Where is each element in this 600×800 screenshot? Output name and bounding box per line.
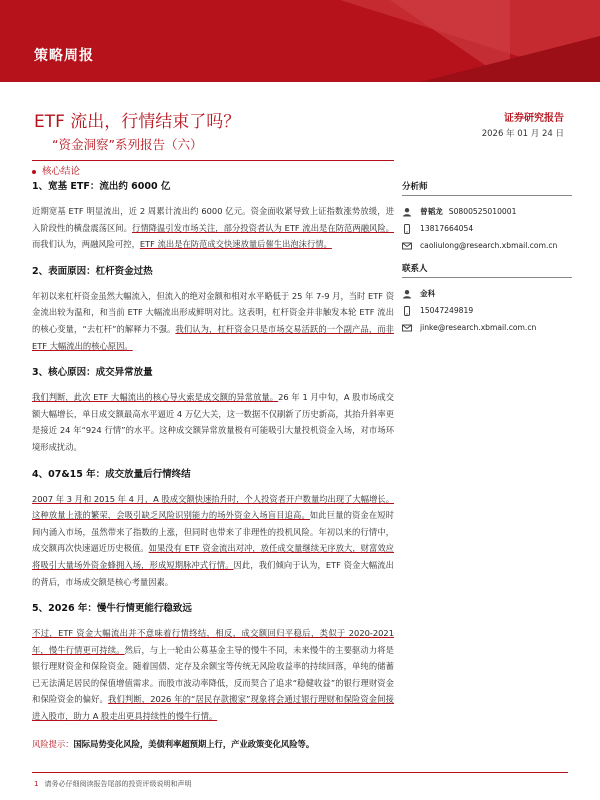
bullet-icon	[32, 170, 36, 174]
contact-heading: 联系人	[402, 262, 572, 278]
analyst-phone-row	[402, 220, 572, 237]
section-heading: 4、07&15 年：成交放量后行情终结	[32, 468, 191, 480]
section-4	[32, 468, 394, 591]
main-content	[32, 180, 394, 751]
report-title: ETF 流出，行情结束了吗？	[34, 112, 241, 132]
underlined-text: 不过，ETF 资金大幅流出并不意味着行情终结，相反，成交额回归平稳后，类似于 2020-2021 年，慢牛行情更可持续。	[32, 628, 394, 655]
analyst-name: 曾韬龙	[420, 207, 443, 216]
section-3	[32, 366, 394, 455]
paragraph-text: 如此巨量的资金在短时间内涌入市场，虽然带来了指数的上涨，但同时也带来了非理性的投机风险。年初以来的行情中，成交额再次快速逼近历史极值。	[32, 510, 394, 554]
header-banner	[0, 0, 600, 82]
section-5	[32, 602, 394, 725]
section-1	[32, 180, 394, 253]
paragraph-text: 年初以来杠杆资金虽然大幅流入，但流入的绝对金额和相对水平略低于 25 年 7-9 月，当时 ETF 资金流出较为温和，和当前 ETF 大幅流出形成鲜明对比。这表明，杠杆资金并非触发本轮 ETF 流出的核心变量，“去杠杆”的解释力不强。	[32, 290, 395, 334]
footer-disclaimer: 请务必仔细阅读报告尾部的投资评级说明和声明	[44, 780, 192, 788]
contact-phone-row	[402, 302, 572, 319]
paragraph-text: 而我们认为，两融风险可控，	[32, 239, 140, 250]
contact-phone: 15047249819	[420, 306, 474, 315]
paragraph-text: 然后，与上一轮由公募基金主导的慢牛不同，未来慢牛的主要驱动力将是银行理财资金和保险资金。随着国债、定存及余额宝等传统无风险收益率的持续回落，单纯的储蓄已无法满足居民的保值增值需求。而股市波动率降低，反而契合了追求“稳健收益”的银行理财资金和保险资金的偏好。	[32, 644, 394, 705]
section-paragraph	[32, 288, 394, 354]
section-heading: 2、表面原因：杠杆资金过热	[32, 265, 153, 277]
sidebar	[402, 180, 572, 336]
section-header-label: 核心结论	[42, 166, 81, 177]
section-paragraph	[32, 625, 394, 725]
report-series: “资金洞察”系列报告（六）	[52, 137, 203, 152]
phone-icon	[402, 306, 412, 316]
email-icon	[402, 241, 412, 251]
section-paragraph	[32, 389, 394, 455]
underlined-text: ETF 流出是在防范成交快速放量后催生出泡沫行情。	[139, 239, 332, 250]
underlined-text: 我们判断，此次 ETF 大幅流出的核心导火索是成交额的异常放量。	[32, 392, 279, 403]
analyst-license: S0800525010001	[448, 207, 517, 216]
analyst-heading: 分析师	[402, 180, 572, 196]
risk-warning	[32, 737, 394, 751]
section-header	[32, 163, 80, 177]
section-paragraph	[32, 491, 394, 591]
risk-label: 风险提示：	[32, 738, 74, 749]
underlined-text: 我们认为，杠杆资金只是市场交易活跃的一个副产品，而非 ETF 大幅流出的核心原因。	[32, 323, 394, 351]
contact-email[interactable]: jinke@research.xbmail.com.cn	[420, 323, 537, 332]
report-date: 2026 年 01 月 24 日	[481, 129, 564, 139]
paragraph-text: 近期宽基 ETF 明显流出，近 2 周累计流出约 6000 亿元。资金面收紧导致上证指数涨势放缓，进入阶段性的横盘震荡区间。	[32, 206, 394, 233]
section-heading: 3、核心原因：成交异常放量	[32, 367, 153, 379]
underlined-text: 行情降温引发市场关注，部分投资者认为 ETF 流出是在防范两融风险。	[131, 222, 394, 233]
section-heading: 5、2026 年：慢牛行情更能行稳致远	[32, 603, 192, 615]
banner-decoration	[420, 36, 600, 82]
analyst-email[interactable]: caoliulong@research.xbmail.com.cn	[420, 241, 558, 250]
report-type: 证券研究报告	[504, 113, 564, 124]
person-icon	[402, 207, 412, 217]
person-icon	[402, 289, 412, 299]
analyst-name-row	[402, 203, 572, 220]
contact-name: 金科	[420, 289, 436, 298]
email-icon	[402, 323, 412, 333]
underlined-text: 如果没有 ETF 资金流出对冲，放任成交量继续无序放大，财富效应将吸引大量场外资金蜂拥入场，形成短期脉冲式行情。	[32, 543, 394, 570]
section-divider	[32, 160, 394, 161]
section-paragraph	[32, 203, 394, 253]
section-heading: 1、宽基 ETF：流出约 6000 亿	[32, 181, 171, 192]
page-number: 1	[34, 780, 39, 788]
risk-text: 国际局势变化风险，美债利率超预期上行，产业政策变化风险等。	[73, 738, 315, 749]
phone-icon	[402, 224, 412, 234]
contact-name-row	[402, 285, 572, 302]
underlined-text: 2007 年 3 月和 2015 年 4 月，	[32, 493, 154, 504]
banner-title: 策略周报	[34, 48, 94, 64]
page-footer	[34, 779, 191, 789]
section-2	[32, 265, 394, 354]
footer-divider	[32, 772, 568, 773]
underlined-text: 我们判断，2026 年的“居民存款搬家”现象将会通过银行理财和保险资金间接进入股市，助力 A 股走出更具持续性的慢牛行情。	[32, 694, 394, 722]
analyst-phone: 13817664054	[420, 224, 474, 233]
paragraph-text: 26 年 1 月中旬，A 股市场成交额大幅增长，单日成交额最高水平逼近 4 万亿大关，这一数据不仅刷新了历史新高，其抬升斜率更是接近 24 年“924 行情”的水平。这种成交额异常放量极有可能吸引大量投机资金入场，对市场环境形成扰动。	[32, 392, 394, 452]
paragraph-text: 因此，我们倾向于认为，ETF 资金大幅流出的背后，市场成交额是核心考量因素。	[32, 559, 394, 587]
underlined-text: A 股成交额快速抬升时，个人投资者开户数量均出现了大幅增长。这种放量上涨的繁荣，会吸引缺乏风险识别能力的场外资金入场盲目追高。	[32, 493, 394, 521]
contact-email-row	[402, 319, 572, 336]
analyst-email-row	[402, 237, 572, 254]
